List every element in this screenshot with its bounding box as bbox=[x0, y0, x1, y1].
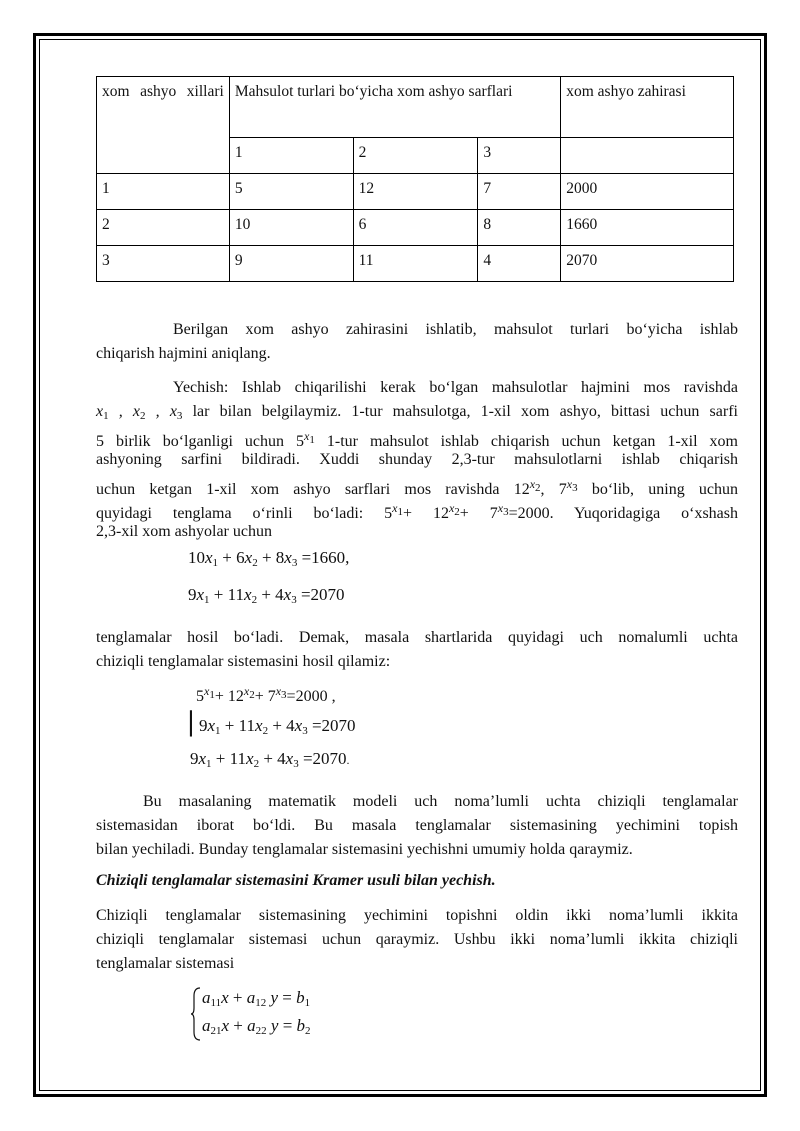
table-cell: 10 bbox=[229, 210, 353, 246]
table-row bbox=[97, 174, 734, 210]
problem-statement: Berilgan xom ashyo zahirasini ishlatib, mahsulot turlari bo‘yicha ishlab chiqarish hajmini aniqlang. bbox=[96, 321, 738, 362]
equation-2070: $9x_1 + 11x_2 + 4x_3 =2070$ bbox=[188, 585, 345, 606]
table-cell: 1 bbox=[97, 174, 230, 210]
model-paragraph: Bu masalaning matematik modeli uch noma’lumli uchta chiziqli tenglamalar sistemasidan iborat bo‘ldi. Bu masala tenglamalar sistemasining yechimini topish bilan yechiladi. Bunday tenglamalar sistemasini yechishni umumiy holda qaraymiz. bbox=[96, 793, 738, 858]
section-heading: Chiziqli tenglamalar sistemasini Kramer usuli bilan yechish. bbox=[96, 872, 496, 889]
table-header-raw-types: xom ashyo xillari bbox=[97, 77, 230, 174]
general-eq-1: $a_{11}x + a_{12}$ $y = b_1$ bbox=[202, 988, 311, 1009]
equation-1660: $10x_1 + 6x_2 + 8x_3 =1660$, bbox=[188, 548, 350, 569]
table-subheader-cell: 3 bbox=[478, 138, 561, 174]
table-header-row bbox=[97, 77, 734, 138]
table-subheader-cell: 2 bbox=[353, 138, 478, 174]
solution-paragraph: Yechish: Ishlab chiqarilishi kerak bo‘lgan mahsulotlar hajmini mos ravishda $x_1$ , $x_2$ , $x_3$ lar bilan belgilaymiz. 1-tur mahsulotga, 1-xil xom ashyo, bittasi uchun sarfi 5 birlik bo‘lganligi uchun $5^{x1}$ 1-tur mahsulot ishlab chiqarish uchun ketgan 1-xil xom ashyoning sarfini bildiradi. Xuddi shunday 2,3-tur mahsulotlarni ishlab chiqarish uchun ketgan 1-xil xom ashyo sarflari mos ravishda $12^{x2}$, $7^{x3}$ bo‘lib, uning uchun quyidagi tenglama o‘rinli bo‘ladi: $5^{x1}+ 12^{x2}+ 7^{x3}=2000$. Yuqoridagiga o‘xshash 2,3-xil xom ashyolar uchun bbox=[96, 379, 739, 540]
table-row bbox=[97, 210, 734, 246]
table-cell: 5 bbox=[229, 174, 353, 210]
system-intro: tenglamalar hosil bo‘ladi. Demak, masala shartlarida quyidagi uch nomalumli uchta chiziqli tenglamalar sistemasini hosil qilamiz: bbox=[96, 629, 738, 670]
system-brace bbox=[190, 986, 202, 1042]
resource-table bbox=[96, 76, 734, 282]
table-cell: 9 bbox=[229, 246, 353, 282]
table-subheader-cell: 1 bbox=[229, 138, 353, 174]
table-row bbox=[97, 246, 734, 282]
table-cell: 6 bbox=[353, 210, 478, 246]
table-header-consumption: Mahsulot turlari bo‘yicha xom ashyo sarflari bbox=[229, 77, 560, 138]
table-cell: 7 bbox=[478, 174, 561, 210]
system-eq-2: $⎢9x_1 + 11x_2 + 4x_3 =2070$ bbox=[188, 711, 356, 737]
table-cell: 11 bbox=[353, 246, 478, 282]
system-eq-3: $9x_1 + 11x_2 + 4x_3 =2070$. bbox=[190, 749, 350, 770]
cramer-intro: Chiziqli tenglamalar sistemasining yechimini topishni oldin ikki noma’lumli ikkita chiziqli tenglamalar sistemasi uchun qaraymiz. Ushbu ikki noma’lumli ikkita chiziqli tenglamalar sistemasi bbox=[96, 907, 738, 972]
table-cell: 4 bbox=[478, 246, 561, 282]
table-cell: 2 bbox=[97, 210, 230, 246]
table-cell: 2070 bbox=[561, 246, 734, 282]
table-cell: 12 bbox=[353, 174, 478, 210]
system-eq-1: $5^{x1}+ 12^{x2}+ 7^{x3}=2000$ , bbox=[196, 684, 336, 705]
table-cell: 3 bbox=[97, 246, 230, 282]
table-header-reserve: xom ashyo zahirasi bbox=[561, 77, 734, 138]
table-cell: 1660 bbox=[561, 210, 734, 246]
table-cell: 2000 bbox=[561, 174, 734, 210]
table-subheader-empty bbox=[561, 138, 734, 174]
table-cell: 8 bbox=[478, 210, 561, 246]
general-eq-2: $a_{21}x + a_{22}$ $y = b_2$ bbox=[202, 1016, 311, 1037]
